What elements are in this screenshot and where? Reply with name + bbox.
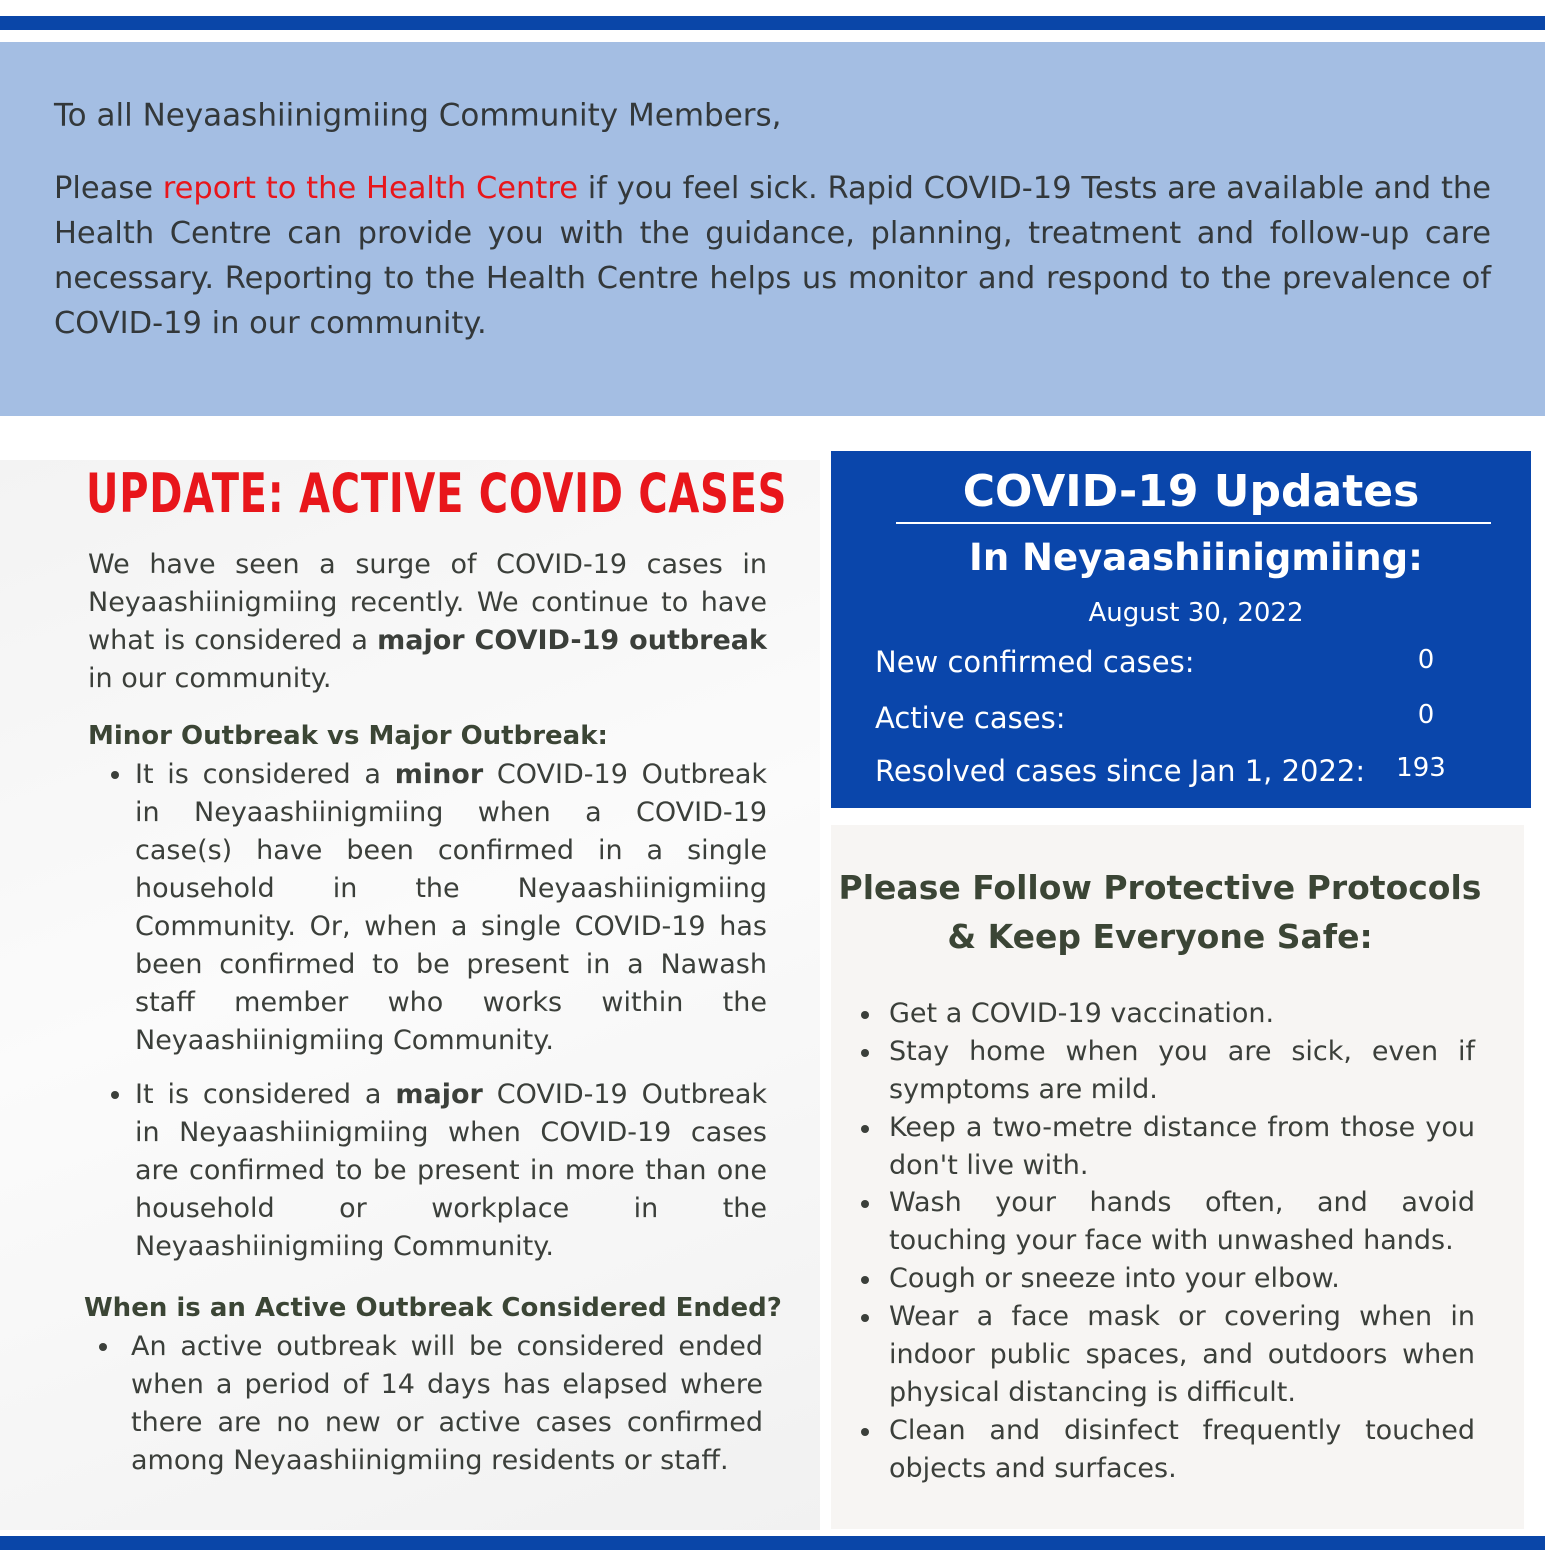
- updates-title: COVID-19 Updates: [962, 466, 1420, 517]
- new-cases-value: 0: [1417, 645, 1435, 675]
- minor-major-heading: Minor Outbreak vs Major Outbreak:: [88, 721, 608, 751]
- bullet-ended-text: An active outbreak will be considered ended when a period of 14 days has elapsed where there are no new or active cases confirmed among Neyaashiinigmiing residents or staff.: [131, 1331, 763, 1476]
- intro-greeting: To all Neyaashiinigmiing Community Members,: [54, 97, 782, 134]
- bullet-major-after: COVID-19 Outbreak in Neyaashiinigmiing when COVID-19 cases are confirmed to be present in more than one household or workplace in the Neyaashiinigmiing Community.: [135, 1079, 768, 1262]
- bullet-dot: [861, 1200, 869, 1208]
- protocol-item: Get a COVID-19 vaccination.: [889, 995, 1475, 1033]
- bullet-dot: [99, 1343, 107, 1351]
- top-blue-stripe: [0, 16, 1545, 30]
- protocols-title-line2: & Keep Everyone Safe:: [947, 917, 1373, 956]
- bullet-dot: [861, 1049, 869, 1057]
- intro-para-highlight: report to the Health Centre: [162, 171, 578, 206]
- bullet-major-text: [135, 1076, 767, 1266]
- update-para-bold: major COVID-19 outbreak: [377, 625, 767, 656]
- protocol-item: Wash your hands often, and avoid touching your face with unwashed hands.: [889, 1184, 1475, 1260]
- bullet-minor-text: [135, 756, 767, 1060]
- resolved-cases-value: 193: [1396, 753, 1446, 783]
- bullet-dot: [861, 1314, 869, 1322]
- bullet-dot: [111, 1091, 119, 1099]
- protocol-item: Stay home when you are sick, even if symptoms are mild.: [889, 1033, 1475, 1109]
- bullet-dot: [861, 1125, 869, 1133]
- bullet-minor-bold: minor: [394, 759, 484, 790]
- updates-subtitle: In Neyaashiinigmiing:: [969, 536, 1423, 579]
- intro-paragraph: [54, 166, 1491, 346]
- updates-divider: [896, 522, 1491, 524]
- intro-para-after: if you feel sick. Rapid COVID-19 Tests are available and the Health Centre can provide you with the guidance, planning, treatment and follow-up care necessary. Reporting to the Health Centre helps us monitor and respond to the prevalence of COVID-19 in our community.: [54, 171, 1492, 341]
- bullet-dot: [861, 1276, 869, 1284]
- update-paragraph: [88, 546, 767, 698]
- bullet-minor-after: COVID-19 Outbreak in Neyaashiinigmiing when a COVID-19 case(s) have been confirmed in a single household in the Neyaashiinigmiing Community. Or, when a single COVID-19 has been confirmed to be present in a Nawash staff member who works within the Neyaashiinigmiing Community.: [135, 759, 767, 1056]
- active-cases-value: 0: [1417, 700, 1435, 730]
- covid-updates-box: [831, 451, 1531, 808]
- bullet-major-before: It is considered a: [135, 1079, 396, 1110]
- bullet-major-bold: major: [395, 1079, 483, 1110]
- protocol-item: Clean and disinfect frequently touched objects and surfaces.: [889, 1412, 1475, 1488]
- protocol-item: Keep a two-metre distance from those you don't live with.: [889, 1109, 1475, 1185]
- ended-heading: When is an Active Outbreak Considered Ended?: [84, 1293, 782, 1323]
- new-cases-label: New confirmed cases:: [875, 645, 1195, 679]
- bullet-dot: [861, 1428, 869, 1436]
- protocols-title: [831, 863, 1489, 961]
- protocols-box: [831, 825, 1524, 1529]
- update-para-after: in our community.: [88, 663, 332, 694]
- active-cases-label: Active cases:: [875, 701, 1066, 735]
- intro-banner: [0, 42, 1545, 416]
- update-title: UPDATE: ACTIVE COVID CASES: [86, 462, 788, 525]
- bottom-blue-stripe: [0, 1536, 1545, 1550]
- bullet-dot: [111, 771, 119, 779]
- bullet-dot: [861, 1011, 869, 1019]
- protocol-item: Wear a face mask or covering when in indoor public spaces, and outdoors when physical distancing is difficult.: [889, 1298, 1475, 1412]
- intro-para-before: Please: [54, 171, 163, 206]
- updates-date: August 30, 2022: [1088, 598, 1304, 628]
- protocol-item: Cough or sneeze into your elbow.: [889, 1260, 1475, 1298]
- resolved-cases-label: Resolved cases since Jan 1, 2022:: [875, 754, 1366, 788]
- update-para-before: We have seen a surge of COVID-19 cases in Neyaashiinigmiing recently. We continue to have what is considered a: [88, 549, 767, 656]
- protocols-title-line1: Please Follow Protective Protocols: [838, 868, 1482, 907]
- bullet-minor-before: It is considered a: [135, 759, 395, 790]
